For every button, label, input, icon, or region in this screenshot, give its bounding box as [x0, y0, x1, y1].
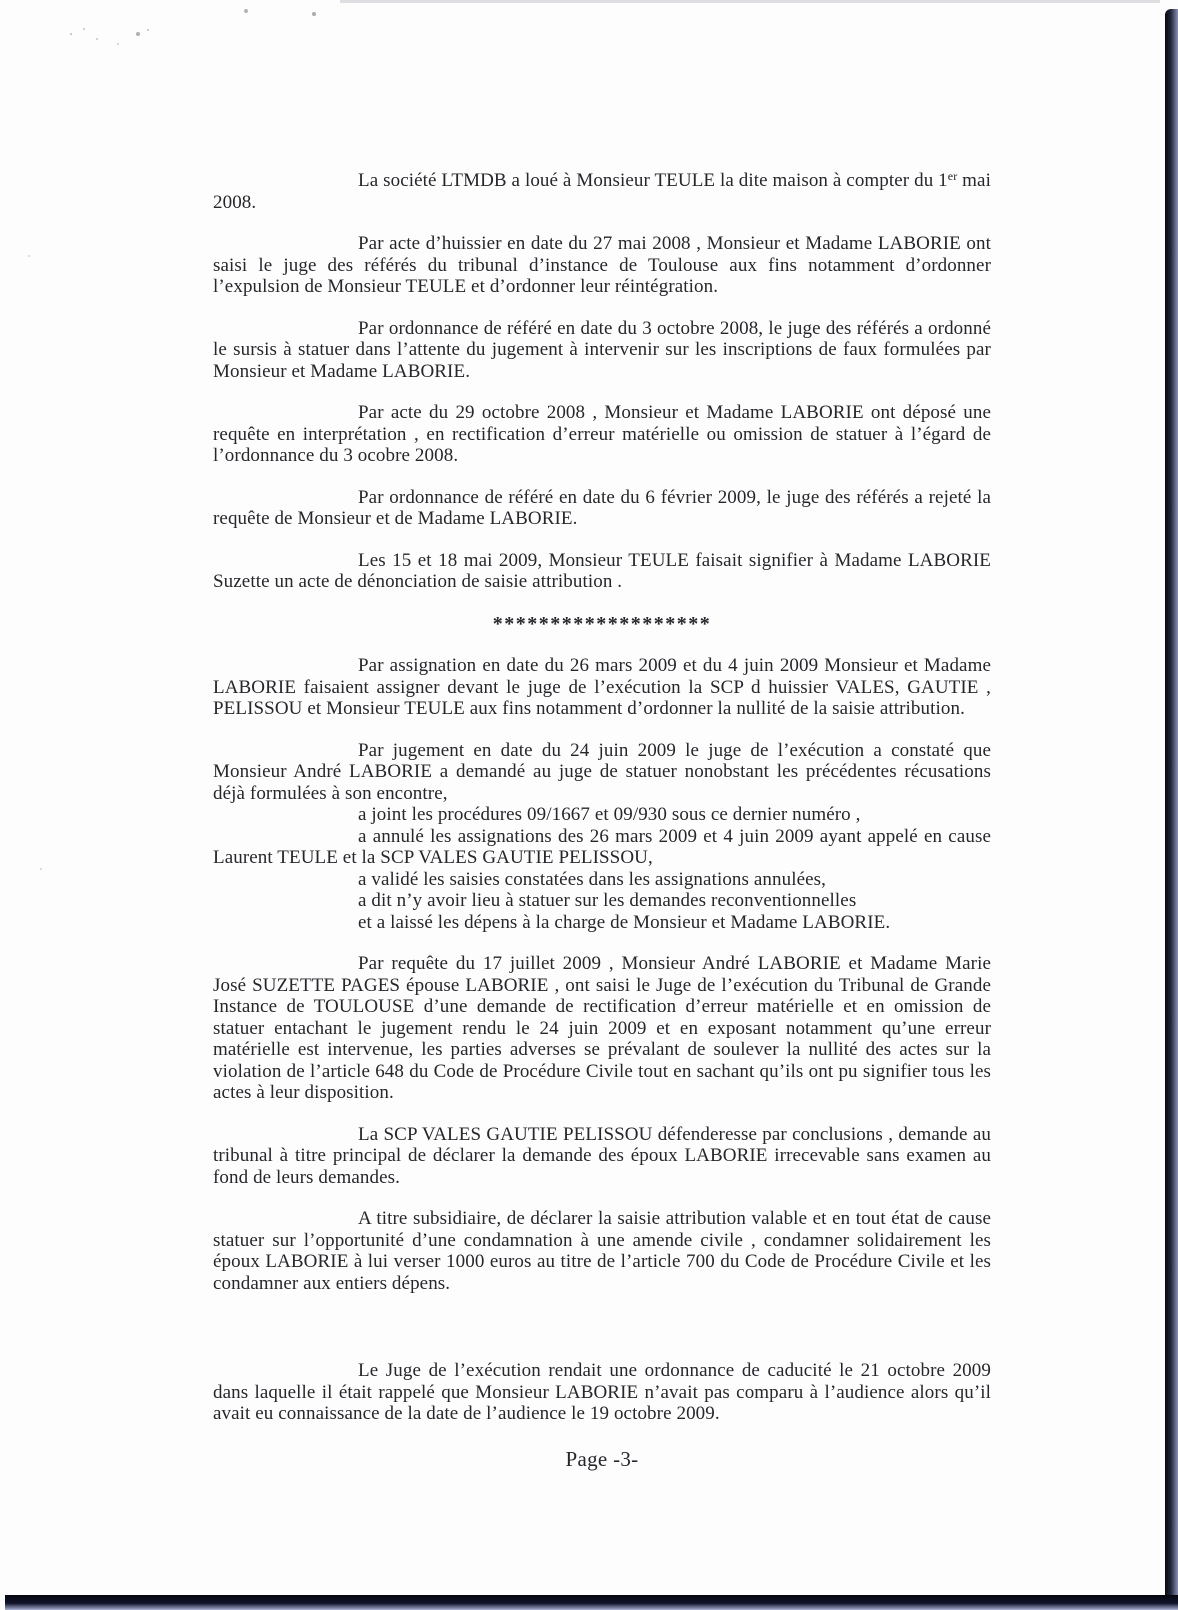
document-body	[213, 170, 991, 1470]
paragraph-ordonnance-fevrier-2009: Par ordonnance de référé en date du 6 février 2009, le juge des référés a rejeté la requête de Monsieur et de Madame LABORIE.	[213, 486, 991, 529]
paragraph-denonciation-saisie: Les 15 et 18 mai 2009, Monsieur TEULE faisait signifier à Madame LABORIE Suzette un acte de dénonciation de saisie attribution .	[213, 549, 991, 592]
paragraph-acte-huissier: Par acte d’huissier en date du 27 mai 2008 , Monsieur et Madame LABORIE ont saisi le juge des référés du tribunal d’instance de Toulouse aux fins notamment d’ordonner l’expulsion de Monsieur TEULE et d’ordonner leur réintégration.	[213, 233, 991, 297]
jugement-item: a dit n’y avoir lieu à statuer sur les demandes reconventionnelles	[358, 890, 857, 911]
paragraph-requete-interpretation: Par acte du 29 octobre 2008 , Monsieur et Madame LABORIE ont déposé une requête en interprétation , en rectification d’erreur matérielle ou omission de statuer à l’égard de l’ordonnance du 3 ocobre 2008.	[213, 402, 991, 466]
date-rest: mai 2008.	[213, 170, 991, 213]
paragraph-requete-juillet-2009: Par requête du 17 juillet 2009 , Monsieur André LABORIE et Madame Marie José SUZETTE PAGES épouse LABORIE , ont saisi le Juge de l’exécution du Tribunal de Grande Instance de TOULOUSE d’une demande de rectification d’erreur matérielle et en omission de statuer entachant le jugement rendu le 24 juin 2009 et en exposant notamment qu’une erreur matérielle est intervenue, les parties adverses se prévalant de soulever la nullité des actes sur la violation de l’article 648 du Code de Procédure Civile tout en sachant qu’ils ont pu signifier tous les actes à leur disposition.	[213, 953, 991, 1103]
paragraph-ordonnance-octobre-2008: Par ordonnance de référé en date du 3 octobre 2008, le juge des référés a ordonné le sursis à statuer dans l’attente du jugement à intervenir sur les inscriptions de faux formulées par Monsieur et Madame LABORIE.	[213, 317, 991, 382]
jugement-item: a validé les saisies constatées dans les assignations annulées,	[358, 868, 826, 890]
paragraph-lease	[213, 170, 991, 213]
jugement-item: a joint les procédures 09/1667 et 09/930 sous ce dernier numéro ,	[358, 804, 861, 825]
scan-edge-right	[1165, 9, 1178, 1610]
scan-edge-top	[340, 0, 1160, 3]
paragraph-scp-conclusions: La SCP VALES GAUTIE PELISSOU défenderesse par conclusions , demande au tribunal à titre principal de déclarer la demande des époux LABORIE irrecevable sans examen au fond de leurs demandes.	[213, 1123, 991, 1188]
paragraph-titre-subsidiaire: A titre subsidiaire, de déclarer la saisie attribution valable et en tout état de cause statuer sur l’opportunité d’une condamnation à une amende civile , condamner solidairement les époux LABORIE à lui verser 1000 euros au titre de l’article 700 du Code de Procédure Civile et les condamner aux entiers dépens.	[213, 1208, 991, 1294]
paragraph-text: La société LTMDB a loué à Monsieur TEULE la dite maison à compter du	[358, 170, 939, 191]
date-day: 1	[938, 170, 948, 191]
ordinal-suffix: er	[947, 169, 958, 183]
paragraph-assignation: Par assignation en date du 26 mars 2009 et du 4 juin 2009 Monsieur et Madame LABORIE faisaient assigner devant le juge de l’exécution la SCP d huissier VALES, GAUTIE , PELISSOU et Monsieur TEULE aux fins notamment d’ordonner la nullité de la saisie attribution.	[213, 655, 991, 719]
jugement-item: et a laissé les dépens à la charge de Monsieur et Madame LABORIE.	[358, 911, 891, 933]
paragraph-ordonnance-caducite: Le Juge de l’exécution rendait une ordonnance de caducité le 21 octobre 2009 dans laquelle il était rappelé que Monsieur LABORIE n’avait pas comparu à l’audience alors qu’il avait eu connaissance de la date de l’audience le 19 octobre 2009.	[213, 1360, 991, 1424]
paragraph-jugement-24-juin	[213, 740, 991, 934]
scan-noise-specks	[0, 0, 2, 2]
jugement-item: a annulé les assignations des 26 mars 2009 et 4 juin 2009 ayant appelé en cause Laurent TEULE et la SCP VALES GAUTIE PELISSOU,	[213, 825, 991, 868]
asterisk-separator: *******************	[492, 612, 712, 635]
jugement-intro: Par jugement en date du 24 juin 2009 le juge de l’exécution a constaté que Monsieur André LABORIE a demandé au juge de statuer nonobstant les précédentes récusations déjà formulées à son encontre,	[213, 739, 991, 804]
page-number: Page -3-	[565, 1446, 639, 1471]
scan-edge-bottom	[5, 1595, 1178, 1610]
